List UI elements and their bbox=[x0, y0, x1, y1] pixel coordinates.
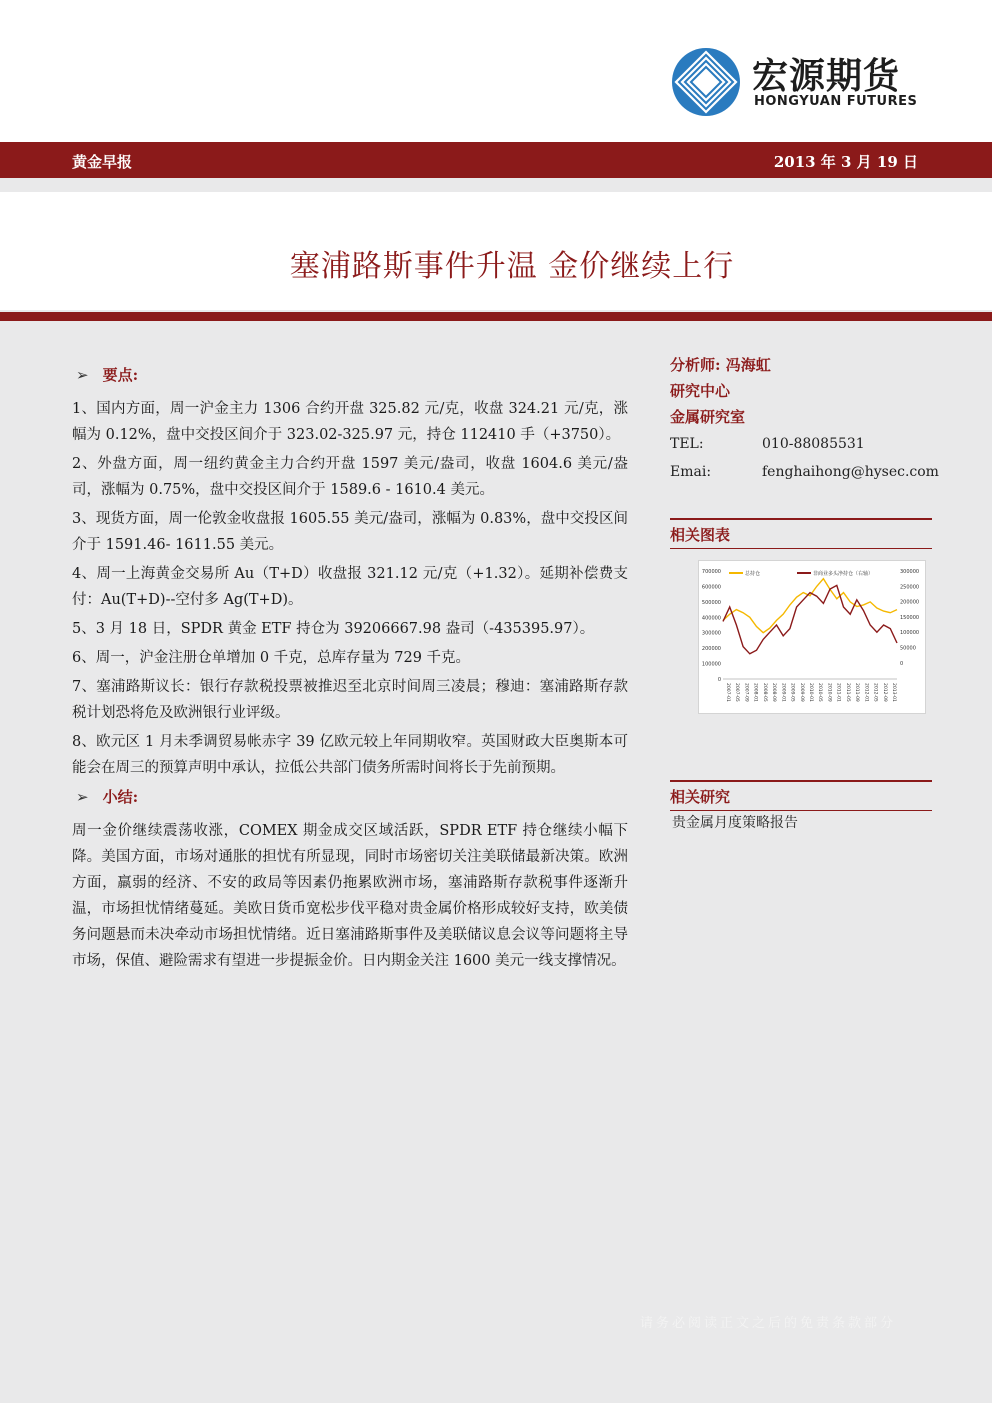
sidebar bbox=[670, 352, 939, 486]
tel-label: TEL: bbox=[670, 436, 704, 452]
analyst-name: 分析师: 冯海虹 bbox=[670, 356, 771, 374]
y-right-tick-label: 250000 bbox=[900, 584, 920, 591]
point-1: 1、国内方面，周一沪金主力 1306 合约开盘 325.82 元/克，收盘 324.21 元/克，涨幅为 0.12%，盘中交投区间介于 323.02-325.97 元，持仓 112410 手（+3750）。 bbox=[72, 401, 628, 443]
disclaimer-note: 请务必阅读正文之后的免责条款部分 bbox=[640, 1316, 897, 1331]
x-tick-label: 2013-01 bbox=[891, 683, 896, 702]
page-header bbox=[0, 0, 992, 140]
summary-heading bbox=[76, 784, 628, 810]
y-right-tick-label: 200000 bbox=[900, 599, 920, 606]
y-right-tick-label: 100000 bbox=[900, 630, 920, 637]
department-metals: 金属研究室 bbox=[670, 408, 746, 426]
point-8: 8、欧元区 1 月未季调贸易帐赤字 39 亿欧元较上年同期收窄。英国财政大臣奥斯本可能会在周三的预算声明中承认，拉低公共部门债务所需时间将长于先前预期。 bbox=[72, 734, 628, 776]
department-research-center: 研究中心 bbox=[670, 382, 731, 400]
related-research-header bbox=[670, 780, 932, 811]
related-charts-heading: 相关图表 bbox=[670, 526, 731, 544]
key-points-heading bbox=[76, 362, 628, 388]
y-left-tick-label: 500000 bbox=[701, 599, 721, 606]
legend-label-total-oi: 总持仓 bbox=[745, 571, 761, 577]
logo-chinese-name: 宏源期货 bbox=[752, 56, 901, 97]
email-label: Emai: bbox=[670, 464, 712, 480]
y-left-tick-label: 400000 bbox=[701, 615, 721, 622]
x-tick-label: 2008-09 bbox=[771, 683, 777, 702]
point-5: 5、3 月 18 日，SPDR 黄金 ETF 持仓为 39206667.98 盎司（-435395.97）。 bbox=[72, 621, 595, 637]
x-tick-label: 2012-09 bbox=[881, 683, 887, 702]
main-content bbox=[72, 362, 628, 977]
chart-svg bbox=[699, 561, 925, 713]
summary-text: 周一金价继续震荡收涨，COMEX 期金成交区域活跃，SPDR ETF 持仓继续小幅下降。美国方面，市场对通胀的担忧有所显现，同时市场密切关注美联储最新决策。欧洲方面，羸弱的经济、不安的政局等因素仍拖累欧洲市场，塞浦路斯存款税事件逐渐升温，市场担忧情绪蔓延。美欧日货币宽松步伐平稳对贵金属价格形成较好支持，欧美债务问题悬而未决牵动市场担忧情绪。近日塞浦路斯事件及美联储议息会议等问题将主导市场，保值、避险需求有望进一步提振金价。日内期金关注 1600 美元一线支撑情况。 bbox=[72, 823, 628, 969]
x-tick-label: 2008-01 bbox=[752, 683, 758, 702]
x-tick-label: 2011-05 bbox=[844, 683, 850, 702]
legend-label-net-long: 非商业多头净持仓（右轴） bbox=[813, 571, 874, 577]
report-header-bar bbox=[0, 142, 992, 178]
report-type: 黄金早报 bbox=[72, 153, 133, 171]
arrow-bullet-icon: ➢ bbox=[76, 366, 89, 384]
x-tick-label: 2009-01 bbox=[780, 683, 786, 702]
hongyuan-logo bbox=[670, 46, 920, 118]
x-tick-label: 2007-09 bbox=[743, 683, 749, 702]
report-title: 塞浦路斯事件升温 金价继续上行 bbox=[289, 249, 735, 284]
y-right-tick-label: 150000 bbox=[900, 614, 920, 621]
logo-english-name: HONGYUAN FUTURES bbox=[754, 94, 918, 109]
point-2: 2、外盘方面，周一纽约黄金主力合约开盘 1597 美元/盎司，收盘 1604.6 美元/盎司，涨幅为 0.75%，盘中交投区间介于 1589.6 - 1610.4 美元。 bbox=[72, 456, 628, 498]
report-date: 2013 年 3 月 19 日 bbox=[773, 153, 918, 171]
tel-value: 010-88085531 bbox=[762, 436, 865, 452]
x-tick-label: 2007-01 bbox=[725, 683, 730, 702]
summary-label: 小结: bbox=[102, 788, 139, 806]
x-tick-label: 2011-09 bbox=[854, 683, 860, 702]
y-left-tick-label: 0 bbox=[717, 677, 721, 683]
series-line-total-oi bbox=[723, 579, 897, 633]
arrow-bullet-icon: ➢ bbox=[76, 788, 89, 806]
x-tick-label: 2008-05 bbox=[761, 683, 767, 702]
x-tick-label: 2012-01 bbox=[863, 683, 869, 702]
x-tick-label: 2012-05 bbox=[872, 683, 878, 702]
y-right-tick-label: 50000 bbox=[900, 645, 916, 652]
title-divider bbox=[0, 312, 992, 321]
email-row bbox=[670, 458, 939, 486]
x-tick-label: 2009-05 bbox=[789, 683, 795, 702]
point-7: 7、塞浦路斯议长：银行存款税投票被推迟至北京时间周三凌晨；穆迪：塞浦路斯存款税计划恐将危及欧洲银行业评级。 bbox=[72, 679, 628, 721]
y-left-tick-label: 100000 bbox=[701, 661, 721, 668]
x-tick-label: 2007-05 bbox=[734, 683, 740, 702]
point-3: 3、现货方面，周一伦敦金收盘报 1605.55 美元/盎司，涨幅为 0.83%，盘中交投区间介于 1591.46- 1611.55 美元。 bbox=[72, 511, 628, 553]
tel-row bbox=[670, 430, 932, 458]
y-left-tick-label: 300000 bbox=[701, 630, 721, 637]
related-research-item[interactable]: 贵金属月度策略报告 bbox=[672, 815, 798, 831]
y-right-tick-label: 0 bbox=[900, 660, 904, 667]
related-charts-header bbox=[670, 518, 932, 549]
y-right-tick-label: 300000 bbox=[900, 569, 920, 575]
x-tick-label: 2010-09 bbox=[826, 683, 832, 702]
related-chart bbox=[698, 560, 926, 714]
related-research-heading: 相关研究 bbox=[670, 788, 731, 806]
x-tick-label: 2010-05 bbox=[817, 683, 823, 702]
y-left-tick-label: 700000 bbox=[701, 569, 721, 575]
key-points-label: 要点: bbox=[102, 366, 139, 384]
y-left-tick-label: 200000 bbox=[701, 646, 721, 653]
x-tick-label: 2010-01 bbox=[808, 683, 813, 702]
point-6: 6、周一，沪金注册仓单增加 0 千克，总库存量为 729 千克。 bbox=[72, 650, 471, 666]
email-value[interactable]: fenghaihong@hysec.com bbox=[762, 464, 939, 480]
hongyuan-logo-icon bbox=[670, 46, 742, 118]
y-left-tick-label: 600000 bbox=[701, 584, 721, 591]
x-tick-label: 2009-09 bbox=[798, 683, 804, 702]
point-4: 4、周一上海黄金交易所 Au（T+D）收盘报 321.12 元/克（+1.32）。延期补偿费支付：Au(T+D)--空付多 Ag(T+D)。 bbox=[72, 566, 628, 608]
x-tick-label: 2011-01 bbox=[835, 683, 841, 702]
